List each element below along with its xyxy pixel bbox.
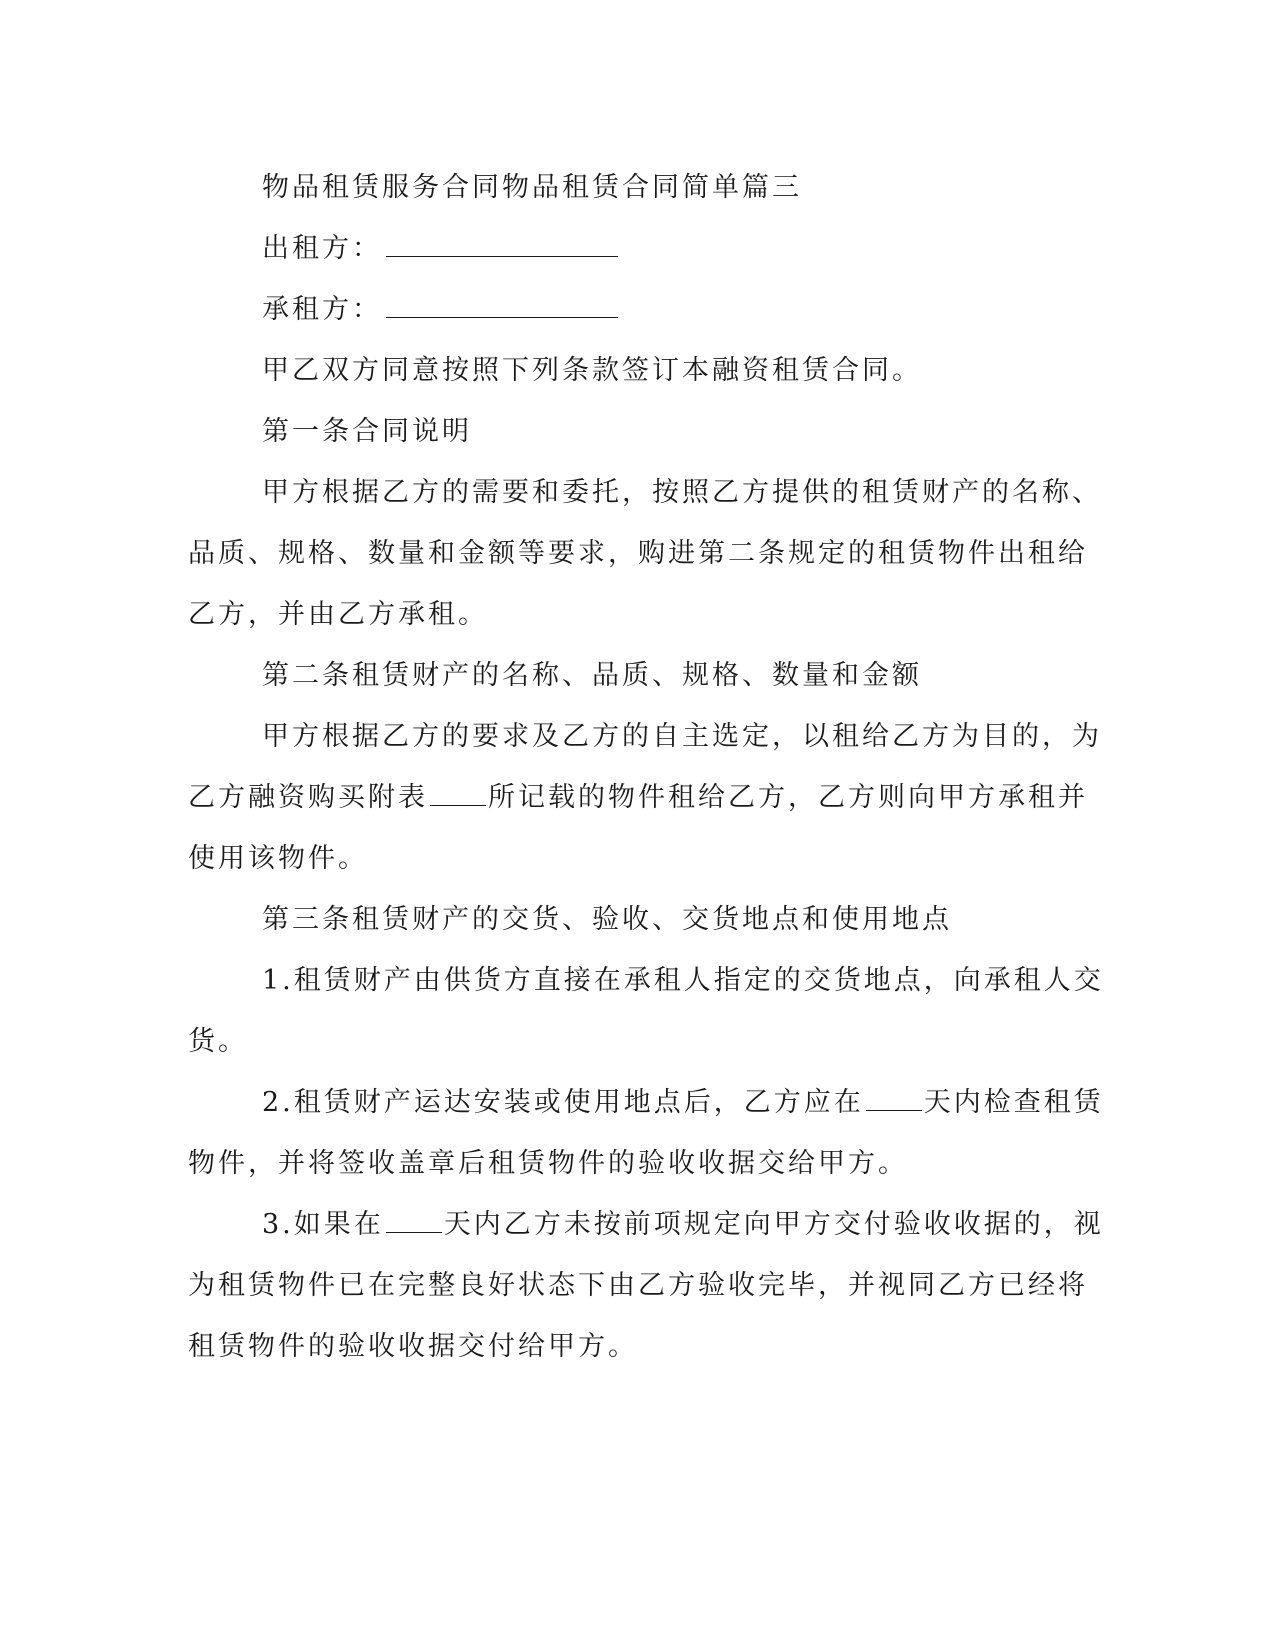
article1-line-3: 乙方，并由乙方承租。	[188, 599, 488, 630]
item3-line-1-start: 3.如果在	[262, 1209, 384, 1240]
lessee-line	[188, 279, 1068, 340]
item3-line-2: 为租赁物件已在完整良好状态下由乙方验收完毕，并视同乙方已经将	[188, 1270, 1088, 1301]
article2-heading: 第二条租赁财产的名称、品质、规格、数量和金额	[262, 660, 922, 691]
inspection-days-blank	[866, 1084, 922, 1111]
article1-line-1: 甲方根据乙方的需要和委托，按照乙方提供的租赁财产的名称、	[262, 477, 1102, 508]
lessor-blank	[386, 230, 618, 257]
item2-line-1-start: 2.租赁财产运达安装或使用地点后，乙方应在	[262, 1087, 864, 1118]
appendix-number-blank	[430, 779, 486, 806]
lessor-label: 出租方：	[262, 233, 382, 264]
receipt-days-blank	[386, 1206, 442, 1233]
document-body	[188, 157, 1104, 1377]
item3-line-1-end: 天内乙方未按前项规定向甲方交付验收收据的，视	[443, 1209, 1104, 1240]
article2-line-1: 甲方根据乙方的要求及乙方的自主选定，以租给乙方为目的，为	[262, 721, 1102, 752]
item1-line-1: 1.租赁财产由供货方直接在承租人指定的交货地点，向承租人交	[262, 965, 1104, 996]
item2-line-2: 物件，并将签收盖章后租赁物件的验收收据交给甲方。	[188, 1148, 908, 1179]
document-title: 物品租赁服务合同物品租赁合同简单篇三	[262, 172, 802, 203]
article1-heading: 第一条合同说明	[262, 416, 472, 447]
item2-line-1	[188, 1072, 1104, 1133]
item2-line-1-end: 天内检查租赁	[923, 1087, 1104, 1118]
item3-line-3: 租赁物件的验收收据交付给甲方。	[188, 1331, 638, 1362]
item1-line-2: 货。	[188, 1026, 248, 1057]
article2-line-2	[188, 767, 1088, 828]
lessee-blank	[386, 291, 618, 318]
article2-line-2-end: 所记载的物件租给乙方，乙方则向甲方承租并	[488, 782, 1088, 813]
article1-line-2: 品质、规格、数量和金额等要求，购进第二条规定的租赁物件出租给	[188, 538, 1088, 569]
item3-line-1	[188, 1194, 1104, 1255]
lessor-line	[188, 218, 1068, 279]
lessee-label: 承租方：	[262, 294, 382, 325]
article2-line-2-start: 乙方融资购买附表	[188, 782, 428, 813]
article3-heading: 第三条租赁财产的交货、验收、交货地点和使用地点	[262, 904, 952, 935]
article2-line-3: 使用该物件。	[188, 843, 368, 874]
intro-paragraph: 甲乙双方同意按照下列条款签订本融资租赁合同。	[262, 355, 922, 386]
